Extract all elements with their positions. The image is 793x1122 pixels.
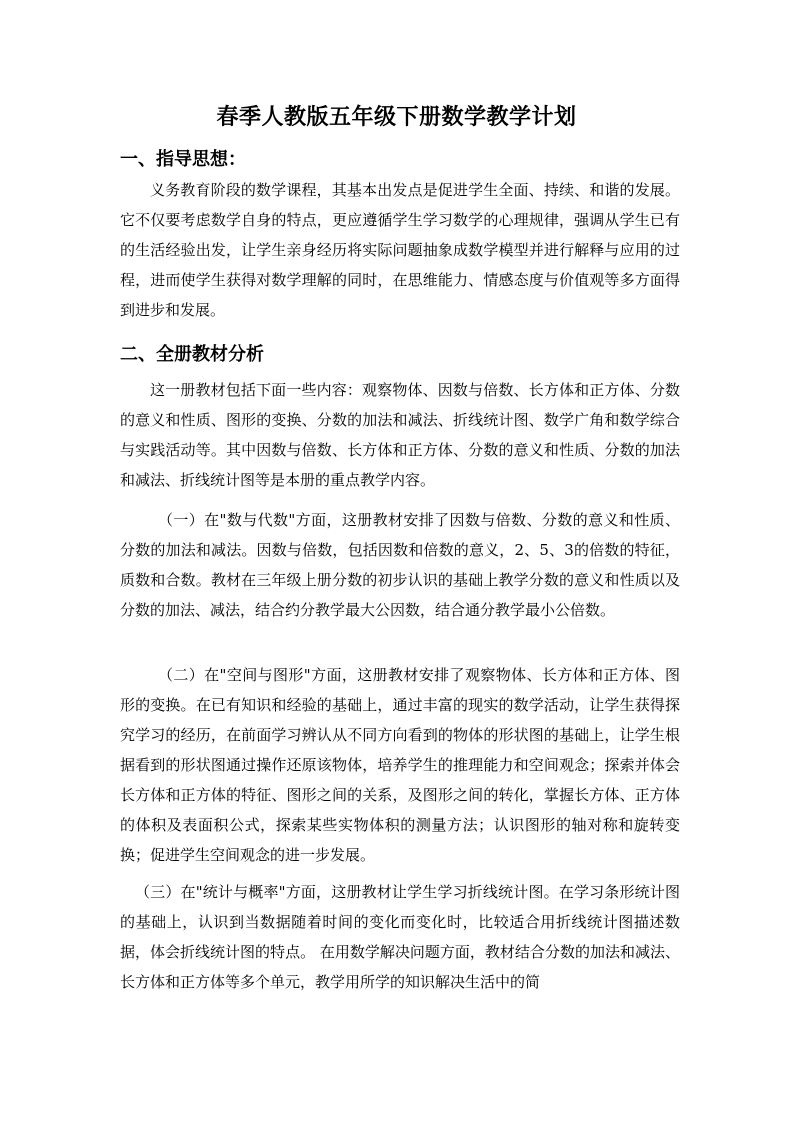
paragraph-statistics-probability: （三）在"统计与概率"方面，这册教材让学生学习折线统计图。在学习条形统计图的基础上，认识到当数据随着时间的变化而变化时，比较适合用折线统计图描述数据，体会折线统计图的特点。 在用数学解决问题方面，教材结合分数的加法和减法、长方体和正方体等多个单元，教学用所学的知识解决生活中的简 bbox=[120, 883, 680, 991]
paragraph-textbook-contents: 这一册教材包括下面一些内容：观察物体、因数与倍数、长方体和正方体、分数的意义和性质、图形的变换、分数的加法和减法、折线统计图、数学广角和数学综合与实践活动等。其中因数与倍数、长方体和正方体、分数的意义和性质、分数的加法和减法、折线统计图等是本册的重点教学内容。 bbox=[120, 381, 680, 489]
section-heading-textbook-analysis: 二、全册教材分析 bbox=[120, 344, 264, 365]
section-heading-guiding-ideology: 一、指导思想： bbox=[120, 149, 246, 170]
paragraph-number-algebra: （一）在"数与代数"方面，这册教材安排了因数与倍数、分数的意义和性质、分数的加法和减法。因数与倍数，包括因数和倍数的意义，2、5、3的倍数的特征，质数和合数。教材在三年级上册分数的初步认识的基础上教学分数的意义和性质以及分数的加法、减法，结合约分教学最大公因数，结合通分教学最小公倍数。 bbox=[120, 511, 680, 619]
paragraph-guiding-ideology: 义务教育阶段的数学课程，其基本出发点是促进学生全面、持续、和谐的发展。它不仅要考虑数学自身的特点，更应遵循学生学习数学的心理规律，强调从学生已有的生活经验出发，让学生亲身经历将实际问题抽象成数学模型并进行解释与应用的过程，进而使学生获得对数学理解的同时，在思维能力、情感态度与价值观等多方面得到进步和发展。 bbox=[120, 181, 680, 319]
paragraph-space-geometry: （二）在"空间与图形"方面，这册教材安排了观察物体、长方体和正方体、图形的变换。在已有知识和经验的基础上，通过丰富的现实的数学活动，让学生获得探究学习的经历，在前面学习辨认从不同方向看到的物体的形状图的基础上，让学生根据看到的形状图通过操作还原该物体，培养学生的推理能力和空间观念；探索并体会长方体和正方体的特征、图形之间的关系，及图形之间的转化，掌握长方体、正方体的体积及表面积公式，探索某些实物体积的测量方法；认识图形的轴对称和旋转变换；促进学生空间观念的进一步发展。 bbox=[120, 666, 680, 864]
document-title: 春季人教版五年级下册数学教学计划 bbox=[216, 104, 577, 130]
